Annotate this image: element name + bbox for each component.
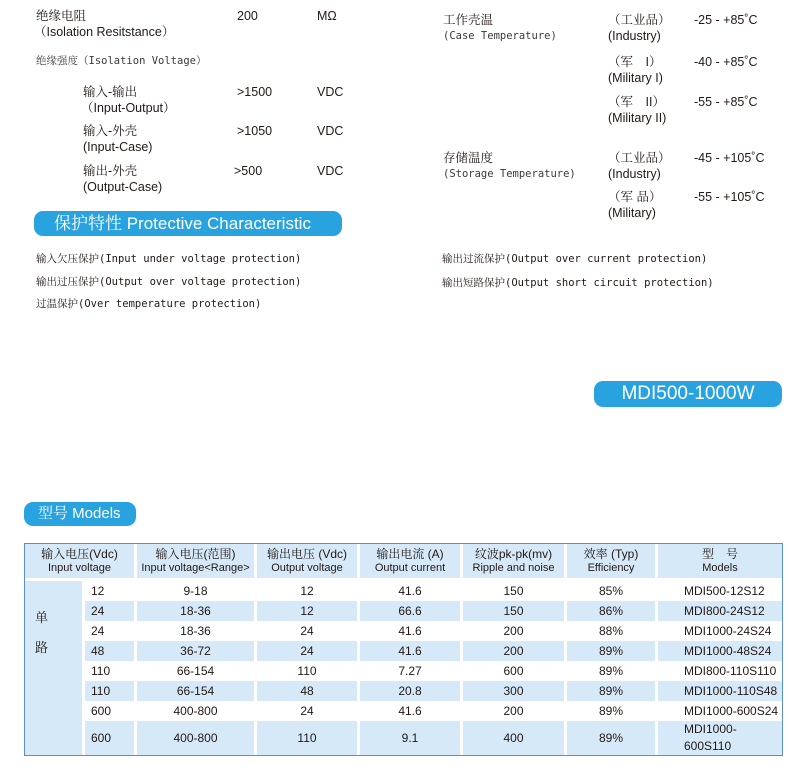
protection-item: 输出短路保护(Output short circuit protection): [442, 277, 714, 289]
header-output-voltage: 输出电压 (Vdc) Output voltage: [257, 544, 360, 581]
table-row: [25, 601, 782, 621]
iso-unit: VDC: [317, 124, 344, 138]
iso-item-cn: 输入-外壳: [83, 124, 138, 138]
cell: 110: [85, 681, 137, 701]
protection-item: 过温保护(Over temperature protection): [36, 298, 262, 310]
cell: 600: [85, 721, 137, 755]
models-section-header: 型号 Models: [24, 502, 136, 526]
cell: 24: [257, 641, 360, 661]
cell: 12: [257, 601, 360, 621]
cell-model: MDI1000-48S24: [658, 641, 782, 661]
cell: 24: [85, 621, 137, 641]
grade-cn: （军 II）: [608, 95, 665, 109]
isolation-resistance-label: [36, 8, 174, 40]
cell: 9-18: [137, 581, 257, 601]
cell: 89%: [567, 661, 658, 681]
protection-item: 输出过压保护(Output over voltage protection): [36, 276, 302, 288]
header-models: 型 号 Models: [658, 544, 782, 581]
cell-model: MDI800-24S12: [658, 601, 782, 621]
iso-item-input-case: [83, 123, 152, 155]
cell: 48: [85, 641, 137, 661]
storage-range-industry: -45 - +105˚C: [694, 151, 765, 165]
iso-value: >1500: [237, 85, 273, 99]
storage-range-military: -55 - +105˚C: [694, 190, 765, 204]
cell: 400: [463, 721, 567, 755]
case-temperature-en: (Case Temperature): [443, 30, 557, 42]
storage-grade-military: [608, 189, 661, 221]
isolation-voltage-title: 绝缘强度（Isolation Voltage）: [36, 55, 207, 67]
isolation-resistance-cn: 绝缘电阻: [36, 9, 87, 23]
cell: 400-800: [137, 721, 257, 755]
cell: 110: [257, 721, 360, 755]
protective-section-header: 保护特性 Protective Characteristic: [34, 211, 342, 236]
cell: 20.8: [360, 681, 463, 701]
table-row: [25, 721, 782, 755]
grade-cn: （军 I）: [608, 55, 662, 69]
iso-item-output-case: [83, 163, 162, 195]
table-row: [25, 701, 782, 721]
cell: 200: [463, 621, 567, 641]
grade-cn: （工业品）: [608, 13, 671, 27]
case-grade-industry: [608, 12, 671, 44]
cell: 66-154: [137, 661, 257, 681]
storage-temperature-label: [443, 150, 576, 182]
isolation-resistance-unit: MΩ: [317, 9, 337, 23]
cell: 85%: [567, 581, 658, 601]
table-header-row: [25, 544, 782, 581]
cell: 150: [463, 581, 567, 601]
cell: 150: [463, 601, 567, 621]
cell: 9.1: [360, 721, 463, 755]
cell: 24: [257, 621, 360, 641]
cell: 18-36: [137, 621, 257, 641]
cell: 41.6: [360, 701, 463, 721]
header-ripple: 纹波pk-pk(mv) Ripple and noise: [463, 544, 567, 581]
cell: 110: [257, 661, 360, 681]
cell: 400-800: [137, 701, 257, 721]
isolation-resistance-value: 200: [237, 9, 258, 23]
grade-cn: （军 品）: [608, 190, 662, 204]
cell: 18-36: [137, 601, 257, 621]
protection-item: 输出过流保护(Output over current protection): [442, 253, 708, 265]
cell-model: MDI500-12S12: [684, 583, 765, 598]
cell-model: MDI1000-110S48: [658, 681, 782, 701]
case-range-military-2: -55 - +85˚C: [694, 95, 758, 109]
cell-model: MDI1000-24S24: [684, 623, 772, 638]
cell: 86%: [567, 601, 658, 621]
iso-unit: VDC: [317, 85, 344, 99]
table-row: [25, 641, 782, 661]
protection-item: 输入欠压保护(Input under voltage protection): [36, 253, 302, 265]
iso-value: >500: [234, 164, 263, 178]
cell: 200: [463, 701, 567, 721]
table-row: [25, 581, 782, 601]
cell: 88%: [567, 621, 658, 641]
case-grade-military-1: [608, 54, 663, 86]
grade-en: (Industry): [608, 29, 661, 43]
cell-model: MDI800-110S110: [684, 663, 777, 678]
iso-item-input-output: [83, 84, 176, 116]
header-output-current: 输出电流 (A) Output current: [360, 544, 463, 581]
cell: 48: [257, 681, 360, 701]
cell-model: MDI1000-600S24: [684, 703, 779, 718]
cell: 66-154: [137, 681, 257, 701]
case-temperature-cn: 工作壳温: [443, 13, 494, 27]
cell: 89%: [567, 721, 658, 755]
iso-item-en: (Output-Case): [83, 180, 163, 194]
cell: 24: [257, 701, 360, 721]
iso-unit: VDC: [317, 164, 344, 178]
case-grade-military-2: [608, 94, 666, 126]
grade-cn: （工业品）: [608, 151, 671, 165]
grade-en: (Military II): [608, 111, 667, 125]
table-row: [25, 681, 782, 701]
cell: 36-72: [137, 641, 257, 661]
iso-item-cn: 输出-外壳: [83, 164, 138, 178]
cell: 89%: [567, 681, 658, 701]
group-label-single-output: 单 路: [25, 581, 85, 755]
cell: 41.6: [360, 641, 463, 661]
case-temperature-label: [443, 12, 557, 44]
iso-value: >1050: [237, 124, 273, 138]
grade-en: (Military): [608, 206, 656, 220]
cell: 24: [85, 601, 137, 621]
iso-item-en: （Input-Output）: [81, 101, 176, 115]
cell: 200: [463, 641, 567, 661]
cell: 41.6: [360, 581, 463, 601]
cell: 600: [85, 701, 137, 721]
cell: 110: [85, 661, 137, 681]
iso-item-cn: 输入-输出: [83, 85, 138, 99]
storage-temperature-en: (Storage Temperature): [443, 168, 576, 180]
storage-grade-industry: [608, 150, 671, 182]
case-range-industry: -25 - +85˚C: [694, 13, 758, 27]
table-row: [25, 621, 782, 641]
models-table: [24, 543, 783, 756]
table-row: [25, 661, 782, 681]
cell: 600: [463, 661, 567, 681]
isolation-resistance-en: （Isolation Resitstance）: [34, 25, 175, 39]
cell: 12: [85, 581, 137, 601]
header-input-voltage: 输入电压(Vdc) Input voltage: [25, 544, 137, 581]
storage-temperature-cn: 存储温度: [443, 151, 494, 165]
grade-en: (Industry): [608, 167, 661, 181]
header-efficiency: 效率 (Typ) Efficiency: [567, 544, 658, 581]
header-input-range: 输入电压(范围) Input voltage<Range>: [137, 544, 257, 581]
grade-en: (Military I): [608, 71, 663, 85]
cell: 7.27: [360, 661, 463, 681]
cell: 66.6: [360, 601, 463, 621]
case-range-military-1: -40 - +85˚C: [694, 55, 758, 69]
cell: 300: [463, 681, 567, 701]
cell: 89%: [567, 641, 658, 661]
cell-model: MDI1000-600S110: [658, 721, 782, 755]
series-badge: MDI500-1000W: [594, 381, 782, 407]
cell: 89%: [567, 701, 658, 721]
iso-item-en: (Input-Case): [83, 140, 153, 154]
cell: 41.6: [360, 621, 463, 641]
cell: 12: [257, 581, 360, 601]
